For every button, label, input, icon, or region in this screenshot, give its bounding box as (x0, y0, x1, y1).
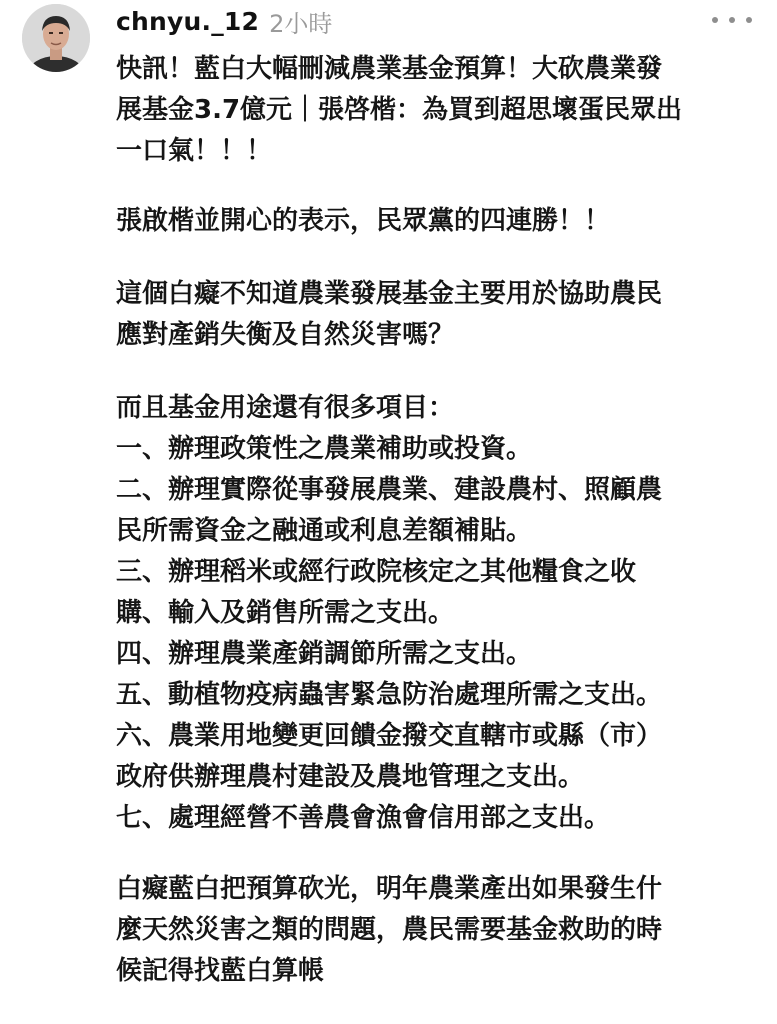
timestamp: 2小時 (269, 9, 333, 38)
post-paragraph-5 (116, 869, 766, 992)
post-paragraph-3 (116, 274, 766, 356)
list-item: 四、辦理農業產銷調節所需之支出。 (116, 639, 533, 669)
post-body (116, 49, 766, 992)
text-line: 張啟楷並開心的表示，民眾黨的四連勝！！ (116, 206, 611, 236)
list-item: 七、處理經營不善農會漁會信用部之支出。 (116, 803, 611, 833)
more-dot (729, 17, 735, 23)
user-avatar-icon[interactable] (22, 4, 90, 72)
text-line: 白癡藍白把預算砍光，明年農業產出如果發生什 (116, 874, 663, 904)
more-dot (712, 17, 718, 23)
list-item: 二、辦理實際從事發展農業、建設農村、照顧農 (116, 475, 663, 505)
list-item: 政府供辦理農村建設及農地管理之支出。 (116, 762, 585, 792)
text-line: 候記得找藍白算帳 (116, 956, 325, 986)
post-paragraph-4 (116, 388, 766, 839)
text-line: 應對產銷失衡及自然災害嗎？ (116, 320, 455, 350)
text-line: 麼天然災害之類的問題，農民需要基金救助的時 (116, 915, 663, 945)
more-horizontal-icon[interactable] (712, 8, 752, 32)
text-line: 而且基金用途還有很多項目： (116, 393, 455, 423)
text-line: 展基金3.7億元｜張啓楷：為買到超思壞蛋民眾出 (116, 95, 683, 125)
text-line: 這個白癡不知道農業發展基金主要用於協助農民 (116, 279, 663, 309)
list-item: 六、農業用地變更回饋金撥交直轄市或縣（市） (116, 721, 663, 751)
list-item: 一、辦理政策性之農業補助或投資。 (116, 434, 533, 464)
avatar-image (22, 4, 90, 72)
post-paragraph-2 (116, 201, 766, 242)
post-header (116, 0, 332, 42)
list-item: 購、輸入及銷售所需之支出。 (116, 598, 455, 628)
text-line: 快訊！藍白大幅刪減農業基金預算！大砍農業發 (116, 54, 663, 84)
list-item: 民所需資金之融通或利息差額補貼。 (116, 516, 533, 546)
more-dot (746, 17, 752, 23)
list-item: 三、辦理稻米或經行政院核定之其他糧食之收 (116, 557, 637, 587)
username[interactable]: chnyu._12 (116, 6, 260, 36)
text-line: 一口氣！！！ (116, 136, 273, 166)
list-item: 五、動植物疫病蟲害緊急防治處理所需之支出。 (116, 680, 663, 710)
post-paragraph-1 (116, 49, 766, 172)
